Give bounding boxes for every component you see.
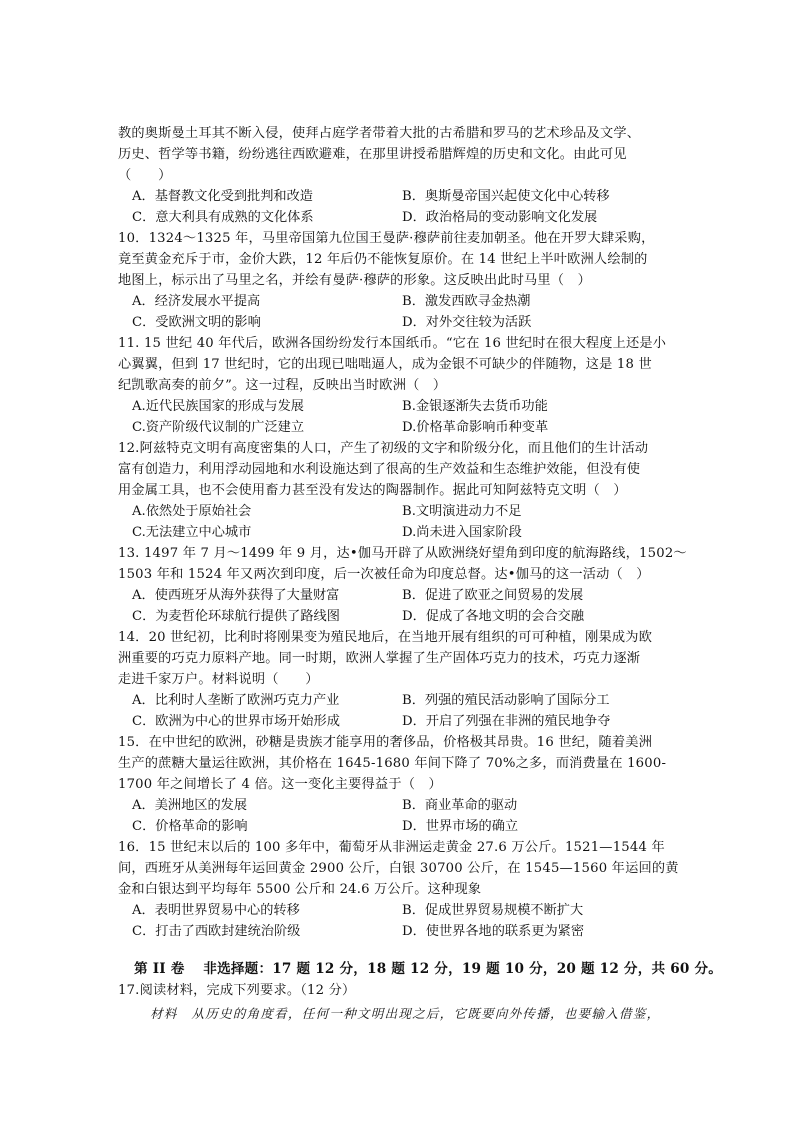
q15-option-a: A．美洲地区的发展 (132, 798, 248, 813)
q10-line-2: 竟至黄金充斥于市，金价大跌，12 年后仍不能恢复原价。在 14 世纪上半叶欧洲人绘制的 (118, 252, 648, 267)
q10-option-c: C．受欧洲文明的影响 (132, 315, 261, 330)
q14-line-2: 洲重要的巧克力原料产地。同一时期，欧洲人掌握了生产固体巧克力的技术，巧克力逐渐 (118, 651, 641, 666)
q15-option-c: C．价格革命的影响 (132, 819, 248, 834)
q14-option-c: C．欧洲为中心的世界市场开始形成 (132, 714, 340, 729)
q17-prompt: 17.阅读材料，完成下列要求。（12 分） (118, 983, 356, 998)
q16-line-3: 金和白银达到平均每年 5500 公斤和 24.6 万公斤。这种现象 (118, 882, 482, 897)
q10-line-1: 10．1324～1325 年，马里帝国第九位国王曼萨·穆萨前往麦加朝圣。他在开罗大肆采购， (118, 231, 655, 246)
q13-option-a: A．使西班牙从海外获得了大量财富 (132, 588, 340, 603)
q11-line-1: 11. 15 世纪 40 年代后，欧洲各国纷纷发行本国纸币。“它在 16 世纪时在很大程度上还是小 (118, 336, 667, 351)
q12-line-2: 富有创造力，利用浮动园地和水利设施达到了很高的生产效益和生态维护效能，但没有使 (118, 462, 641, 477)
q9-line-2: 历史、哲学等书籍，纷纷逃往西欧避难，在那里讲授希腊辉煌的历史和文化。由此可见 (118, 147, 627, 162)
q9-option-b: B．奥斯曼帝国兴起使文化中心转移 (402, 189, 610, 204)
q14-line-1: 14．20 世纪初，比利时将刚果变为殖民地后，在当地开展有组织的可可种植，刚果成为欧 (118, 630, 653, 645)
q12-option-d: D.尚未进入国家阶段 (402, 525, 522, 540)
q16-option-b: B．促成世界贸易规模不断扩大 (402, 903, 584, 918)
q15-option-d: D．世界市场的确立 (402, 819, 519, 834)
q12-line-1: 12.阿兹特克文明有高度密集的人口，产生了初级的文字和阶级分化，而且他们的生计活动 (118, 441, 649, 456)
q16-option-d: D．使世界各地的联系更为紧密 (402, 924, 585, 939)
q9-line-1: 教的奥斯曼土耳其不断入侵，使拜占庭学者带着大批的古希腊和罗马的艺术珍品及文学、 (118, 126, 641, 141)
q16-line-2: 间，西班牙从美洲每年运回黄金 2900 公斤，白银 30700 公斤，在 1545—1560 年运回的黄 (118, 861, 679, 876)
q13-line-2: 1503 年和 1524 年又两次到印度，后一次被任命为印度总督。达•伽马的这一活动（ ） (118, 567, 650, 582)
q14-option-b: B．列强的殖民活动影响了国际分工 (402, 693, 610, 708)
q12-option-a: A.依然处于原始社会 (132, 504, 252, 519)
q11-option-c: C.资产阶级代议制的广泛建立 (132, 420, 305, 435)
q15-line-2: 生产的蔗糖大量运往欧洲，其价格在 1645-1680 年间下降了 70%之多，而消费量在 1600- (118, 756, 667, 771)
q14-option-a: A．比利时人垄断了欧洲巧克力产业 (132, 693, 340, 708)
q15-option-b: B．商业革命的驱动 (402, 798, 518, 813)
q12-option-c: C.无法建立中心城市 (132, 525, 252, 540)
q11-option-d: D.价格革命影响币种变革 (402, 420, 549, 435)
section-ii-title: 第 II 卷 非选择题：17 题 12 分，18 题 12 分，19 题 10 分，20 题 12 分，共 60 分。 (134, 961, 723, 977)
q9-line-3: （ ） (118, 168, 172, 183)
q15-line-3: 1700 年之间增长了 4 倍。这一变化主要得益于（ ） (118, 777, 442, 792)
q14-option-d: D．开启了列强在非洲的殖民地争夺 (402, 714, 611, 729)
q15-line-1: 15．在中世纪的欧洲，砂糖是贵族才能享用的奢侈品，价格极其昂贵。16 世纪，随着美洲 (118, 735, 653, 750)
q10-option-d: D．对外交往较为活跃 (402, 315, 532, 330)
q10-option-a: A．经济发展水平提高 (132, 294, 261, 309)
q13-option-d: D．促成了各地文明的会合交融 (402, 609, 585, 624)
q9-option-d: D．政治格局的变动影响文化发展 (402, 210, 598, 225)
q10-option-b: B．激发西欧寻金热潮 (402, 294, 531, 309)
q12-option-b: B.文明演进动力不足 (402, 504, 522, 519)
q13-option-c: C．为麦哲伦环球航行提供了路线图 (132, 609, 340, 624)
q16-line-1: 16．15 世纪末以后的 100 多年中，葡萄牙从非洲运走黄金 27.6 万公斤。1521—1544 年 (118, 840, 665, 855)
q16-option-c: C．打击了西欧封建统治阶级 (132, 924, 301, 939)
q10-line-3: 地图上，标示出了马里之名，并绘有曼萨·穆萨的形象。这反映出此时马里（ ） (118, 273, 591, 288)
q11-option-b: B.金银逐渐失去货币功能 (402, 399, 548, 414)
q17-material-text: 材料 从历史的角度看，任何一种文明出现之后，它既要向外传播，也要输入借鉴， (150, 1006, 661, 1021)
q13-line-1: 13. 1497 年 7 月～1499 年 9 月，达•伽马开辟了从欧洲绕好望角到印度的航海路线，1502～ (118, 546, 687, 561)
q11-line-3: 纪凯歌高奏的前夕”。这一过程，反映出当时欧洲（ ） (118, 378, 447, 393)
q9-option-c: C．意大利具有成熟的文化体系 (132, 210, 314, 225)
q14-line-3: 走进千家万户。材料说明（ ） (118, 672, 319, 687)
q9-option-a: A．基督教文化受到批判和改造 (132, 189, 313, 204)
q11-option-a: A.近代民族国家的形成与发展 (132, 399, 304, 414)
q12-line-3: 用金属工具，也不会使用畜力甚至没有发达的陶器制作。据此可知阿兹特克文明（ ） (118, 483, 627, 498)
q16-option-a: A．表明世界贸易中心的转移 (132, 903, 300, 918)
q13-option-b: B．促进了欧亚之间贸易的发展 (402, 588, 584, 603)
q11-line-2: 心翼翼，但到 17 世纪时，它的出现已咄咄逼人，成为金银不可缺少的伴随物，这是 18 世 (118, 357, 652, 372)
